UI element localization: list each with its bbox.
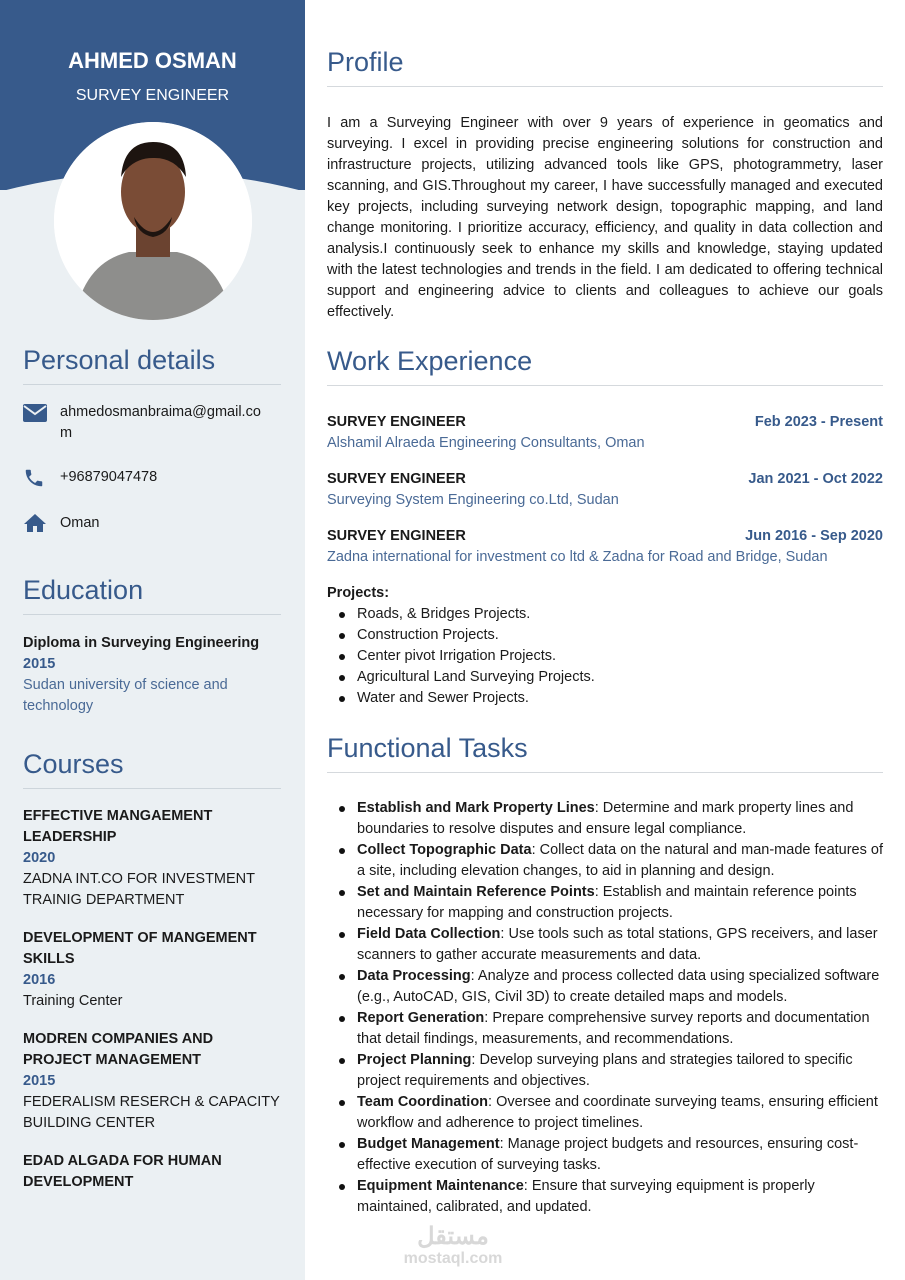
- sidebar: [0, 0, 305, 1280]
- list-item: [327, 924, 883, 966]
- task-name: Team Coordination: [357, 1094, 489, 1110]
- main-content: [327, 0, 883, 1268]
- course-org: FEDERALISM RESERCH & CAPACITY BUILDING CENTER: [23, 1094, 280, 1131]
- phone-icon: [23, 467, 47, 487]
- course-list: [23, 806, 281, 1193]
- task-name: Project Planning: [357, 1052, 472, 1068]
- job-company: Surveying System Engineering co.Ltd, Sudan: [327, 492, 619, 508]
- email-icon: [23, 404, 47, 424]
- location: Oman: [60, 515, 100, 531]
- task-desc: : Develop surveying plans and strategies tailored to specific project requirements and objectives.: [357, 1052, 853, 1089]
- degree: Diploma in Surveying Engineering: [23, 635, 260, 651]
- list-item: [327, 1092, 883, 1134]
- task-name: Field Data Collection: [357, 926, 501, 942]
- course-title: EDAD ALGADA FOR HUMAN DEVELOPMENT: [23, 1153, 222, 1190]
- phone-number: +96879047478: [60, 469, 158, 485]
- education-year: 2015: [23, 656, 56, 672]
- course-item: [23, 928, 281, 1012]
- list-item: Center pivot Irrigation Projects.: [327, 646, 883, 667]
- job-title: SURVEY ENGINEER: [327, 471, 466, 487]
- task-name: Establish and Mark Property Lines: [357, 800, 595, 816]
- education-heading: Education: [23, 575, 281, 615]
- course-org: ZADNA INT.CO FOR INVESTMENT TRAINIG DEPARTMENT: [23, 871, 255, 908]
- profile-text: I am a Surveying Engineer with over 9 years of experience in geomatics and surveying. I excel in providing precise engineering solutions for construction and infrastructure projects, utilizing advanced tools like GPS, photogrammetry, laser scanning, and GIS.Throughout my career, I have successfully managed and executed key projects, including surveying network design, topographic mapping, and land change monitoring. I prioritize accuracy, efficiency, and quality in data collection and analysis.I continuously seek to enhance my skills and knowledge, staying updated with the latest technologies and trends in the field. I am dedicated to offering technical support and engineering advice to clients and colleagues to achieve our goals effectively.: [327, 115, 883, 320]
- course-year: 2020: [23, 850, 56, 866]
- list-item: [327, 966, 883, 1008]
- job-dates: Feb 2023 - Present: [754, 414, 883, 430]
- tasks-heading: Functional Tasks: [327, 733, 883, 773]
- list-item: Roads, & Bridges Projects.: [327, 604, 883, 625]
- task-name: Collect Topographic Data: [357, 842, 532, 858]
- course-item: [23, 1029, 281, 1134]
- course-title: DEVELOPMENT OF MANGEMENT SKILLS: [23, 930, 257, 967]
- watermark-latin: mostaql.com: [403, 1250, 503, 1267]
- task-name: Report Generation: [357, 1010, 485, 1026]
- list-item: [327, 798, 883, 840]
- profile-heading: Profile: [327, 47, 883, 87]
- list-item: [327, 1134, 883, 1176]
- course-year: 2016: [23, 972, 56, 988]
- job-dates: Jun 2016 - Sep 2020: [745, 528, 883, 544]
- list-item: Construction Projects.: [327, 625, 883, 646]
- task-name: Set and Maintain Reference Points: [357, 884, 595, 900]
- projects: [327, 583, 883, 709]
- projects-list: [327, 604, 883, 709]
- school: Sudan university of science and technology: [23, 677, 228, 714]
- watermark-arabic: مستقل: [417, 1223, 489, 1250]
- list-item: Water and Sewer Projects.: [327, 688, 883, 709]
- course-org: Training Center: [23, 993, 123, 1009]
- task-desc: : Collect data on the natural and man-made features of a site, including elevation changes, to aid in planning and design.: [357, 842, 883, 879]
- task-name: Budget Management: [357, 1136, 500, 1152]
- email-link[interactable]: ahmedosmanbraima@gmail.com: [60, 404, 261, 441]
- task-name: Data Processing: [357, 968, 471, 984]
- list-item: Agricultural Land Surveying Projects.: [327, 667, 883, 688]
- home-icon: [23, 513, 47, 533]
- job-title: SURVEY ENGINEER: [327, 528, 466, 544]
- job-company: Zadna international for investment co ltd & Zadna for Road and Bridge, Sudan: [327, 549, 828, 565]
- list-item: [327, 840, 883, 882]
- task-desc: : Establish and maintain reference points necessary for mapping and construction projects.: [357, 884, 857, 921]
- courses-heading: Courses: [23, 749, 281, 789]
- task-desc: : Prepare comprehensive survey reports and documentation that detail findings, measurements, and recommendations.: [357, 1010, 870, 1047]
- personal-details-heading: Personal details: [23, 345, 281, 385]
- list-item: [327, 1008, 883, 1050]
- education-entry: [23, 633, 281, 717]
- task-desc: : Analyze and process collected data using specialized software (e.g., AutoCAD, GIS, Civil 3D) to create detailed maps and models.: [357, 968, 880, 1005]
- job-title: SURVEY ENGINEER: [327, 414, 466, 430]
- candidate-title: SURVEY ENGINEER: [75, 87, 230, 104]
- course-title: MODREN COMPANIES AND PROJECT MANAGEMENT: [23, 1031, 214, 1068]
- watermark: [397, 1224, 509, 1268]
- work-heading: Work Experience: [327, 346, 883, 386]
- list-item: [327, 1050, 883, 1092]
- profile-photo: [54, 122, 252, 320]
- course-item: [23, 806, 281, 911]
- list-item: [327, 882, 883, 924]
- course-year: 2015: [23, 1073, 56, 1089]
- candidate-name: AHMED OSMAN: [68, 48, 237, 73]
- course-item: [23, 1151, 281, 1193]
- person-photo-icon: [54, 122, 252, 320]
- task-desc: : Use tools such as total stations, GPS receivers, and laser scanners to gather accurate measurements and data.: [357, 926, 878, 963]
- course-title: EFFECTIVE MANGAEMENT LEADERSHIP: [23, 808, 213, 845]
- projects-label: Projects:: [327, 585, 390, 601]
- task-desc: : Manage project budgets and resources, ensuring cost-effective execution of surveying tasks.: [357, 1136, 859, 1173]
- task-desc: : Oversee and coordinate surveying teams, ensuring efficient workflow and adherence to project timelines.: [357, 1094, 878, 1131]
- job-entry: [327, 526, 883, 568]
- task-name: Equipment Maintenance: [357, 1178, 524, 1194]
- job-entry: [327, 469, 883, 511]
- job-entry: [327, 412, 883, 454]
- job-company: Alshamil Alraeda Engineering Consultants, Oman: [327, 435, 645, 451]
- task-desc: : Ensure that surveying equipment is properly maintained, calibrated, and updated.: [357, 1178, 815, 1215]
- list-item: [327, 1176, 883, 1218]
- tasks-list: [327, 798, 883, 1218]
- task-desc: : Determine and mark property lines and boundaries to resolve disputes and ensure legal compliance.: [357, 800, 854, 837]
- job-dates: Jan 2021 - Oct 2022: [748, 471, 883, 487]
